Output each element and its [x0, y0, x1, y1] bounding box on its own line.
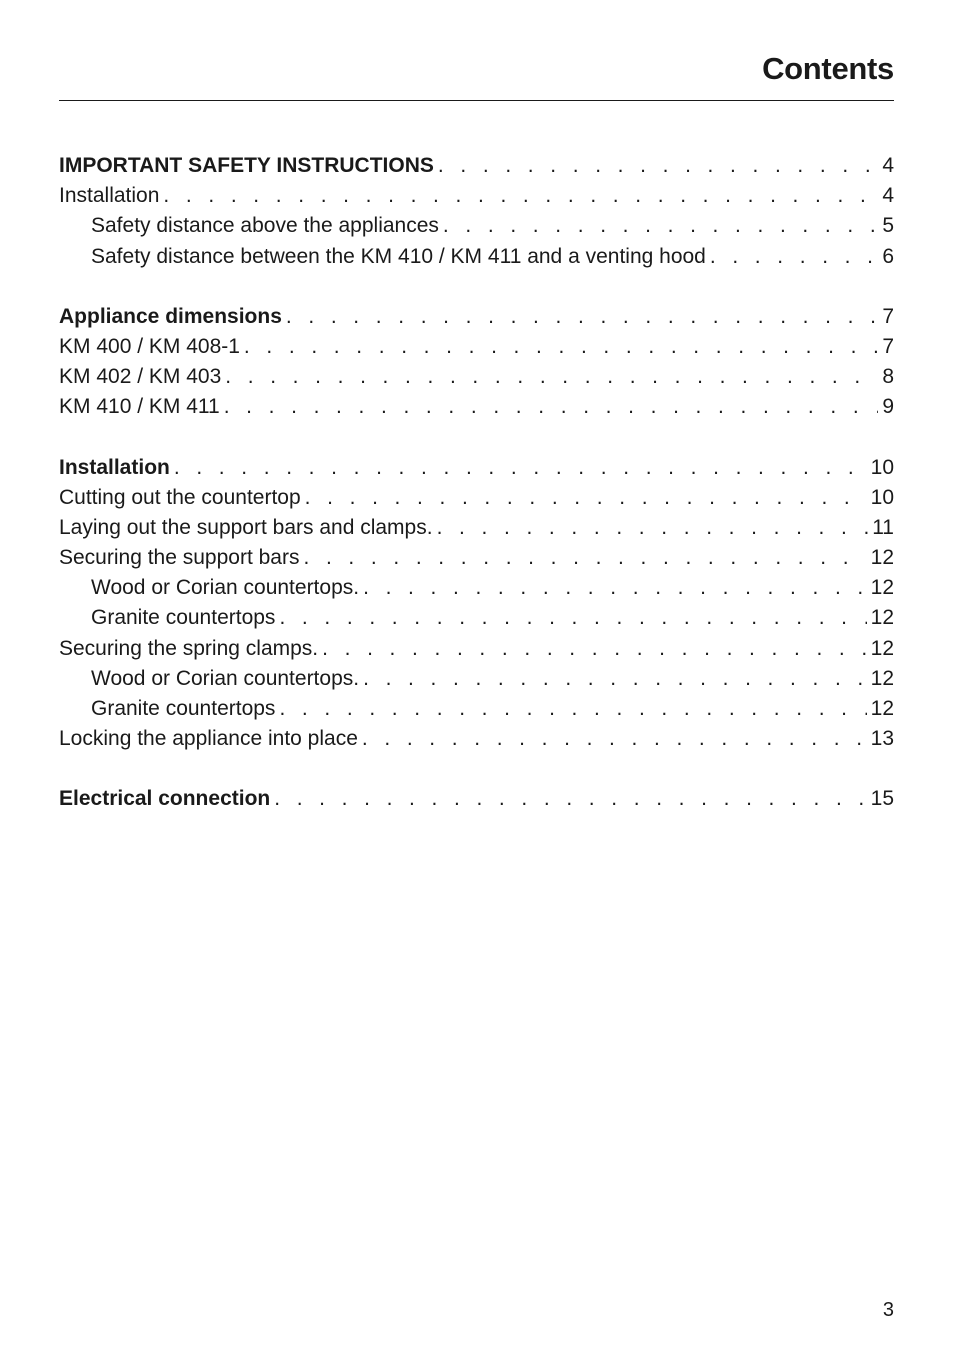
dot-leader	[322, 634, 867, 664]
dot-leader	[279, 603, 866, 633]
toc-section	[59, 784, 894, 814]
toc-entry-label: KM 402 / KM 403	[59, 365, 222, 389]
toc-page-number: 10	[870, 455, 894, 479]
dot-leader	[443, 211, 878, 241]
toc-page-number: 12	[870, 666, 894, 690]
toc-section-heading[interactable]	[59, 453, 894, 483]
toc-page-number: 11	[872, 515, 894, 539]
toc-entry[interactable]	[59, 543, 894, 573]
dot-leader	[438, 151, 878, 181]
dot-leader	[174, 453, 867, 483]
toc-entry[interactable]	[59, 181, 894, 211]
dot-leader	[225, 362, 878, 392]
toc-entry[interactable]	[59, 332, 894, 362]
toc-page-number: 12	[870, 697, 894, 720]
dot-leader	[286, 302, 878, 332]
toc-page-number: 12	[870, 546, 894, 570]
toc-section	[59, 151, 894, 272]
toc-entry[interactable]	[59, 724, 894, 754]
toc-section-heading[interactable]	[59, 151, 894, 181]
dot-leader	[163, 181, 878, 211]
toc-entry-label: Granite countertops	[91, 606, 276, 630]
toc-section-heading[interactable]	[59, 784, 894, 814]
toc-subentry[interactable]	[59, 664, 894, 694]
toc-page-number: 12	[870, 636, 894, 660]
table-of-contents	[59, 151, 894, 845]
dot-leader	[224, 392, 879, 422]
page-title: Contents	[762, 51, 894, 86]
toc-entry-label: Installation	[59, 184, 160, 208]
toc-entry-label: Laying out the support bars and clamps.	[59, 515, 433, 539]
dot-leader	[279, 694, 866, 724]
toc-entry-label: KM 400 / KM 408-1	[59, 334, 240, 358]
toc-entry[interactable]	[59, 483, 894, 513]
toc-entry[interactable]	[59, 634, 894, 664]
dot-leader	[437, 513, 869, 543]
dot-leader	[710, 242, 878, 272]
toc-page-number: 5	[882, 214, 894, 238]
toc-page-number: 6	[882, 244, 894, 268]
toc-entry-label: KM 410 / KM 411	[59, 395, 220, 419]
toc-page-number: 10	[870, 485, 894, 509]
dot-leader	[274, 784, 866, 814]
toc-subentry[interactable]	[59, 242, 894, 272]
dot-leader	[363, 664, 867, 694]
toc-entry-label: Safety distance between the KM 410 / KM 411 and a venting hood	[91, 244, 706, 268]
toc-entry-label: Cutting out the countertop	[59, 485, 301, 509]
toc-entry-label: Granite countertops	[91, 697, 276, 720]
toc-subentry[interactable]	[59, 211, 894, 241]
toc-entry-label: Safety distance above the appliances	[91, 214, 439, 238]
dot-leader	[362, 724, 867, 754]
toc-page-number: 12	[870, 576, 894, 600]
toc-entry-label: IMPORTANT SAFETY INSTRUCTIONS	[59, 154, 434, 177]
toc-page-number: 12	[870, 606, 894, 630]
toc-section	[59, 453, 894, 755]
toc-entry-label: Securing the support bars	[59, 546, 300, 570]
toc-entry-label: Securing the spring clamps.	[59, 636, 319, 660]
toc-page-number: 4	[882, 154, 894, 177]
toc-page-number: 4	[882, 184, 894, 208]
toc-page-number: 7	[882, 304, 894, 328]
toc-page-number: 9	[882, 395, 894, 419]
toc-entry[interactable]	[59, 362, 894, 392]
toc-entry-label: Installation	[59, 455, 170, 479]
toc-page-number: 13	[870, 727, 894, 751]
dot-leader	[305, 483, 867, 513]
toc-page-number: 8	[882, 365, 894, 389]
toc-subentry[interactable]	[59, 603, 894, 633]
toc-entry-label: Wood or Corian countertops.	[91, 576, 360, 600]
dot-leader	[303, 543, 866, 573]
toc-page-number: 7	[882, 334, 894, 358]
title-divider	[59, 100, 894, 101]
toc-entry-label: Wood or Corian countertops.	[91, 666, 360, 690]
dot-leader	[363, 573, 867, 603]
page-number: 3	[882, 1299, 894, 1321]
toc-entry-label: Appliance dimensions	[59, 304, 282, 328]
dot-leader	[244, 332, 878, 362]
toc-subentry[interactable]	[59, 694, 894, 724]
toc-entry-label: Electrical connection	[59, 787, 271, 811]
toc-section-heading[interactable]	[59, 302, 894, 332]
toc-page-number: 15	[870, 787, 894, 811]
toc-entry[interactable]	[59, 513, 894, 543]
toc-entry[interactable]	[59, 392, 894, 422]
toc-subentry[interactable]	[59, 573, 894, 603]
toc-section	[59, 302, 894, 423]
toc-entry-label: Locking the appliance into place	[59, 727, 358, 751]
